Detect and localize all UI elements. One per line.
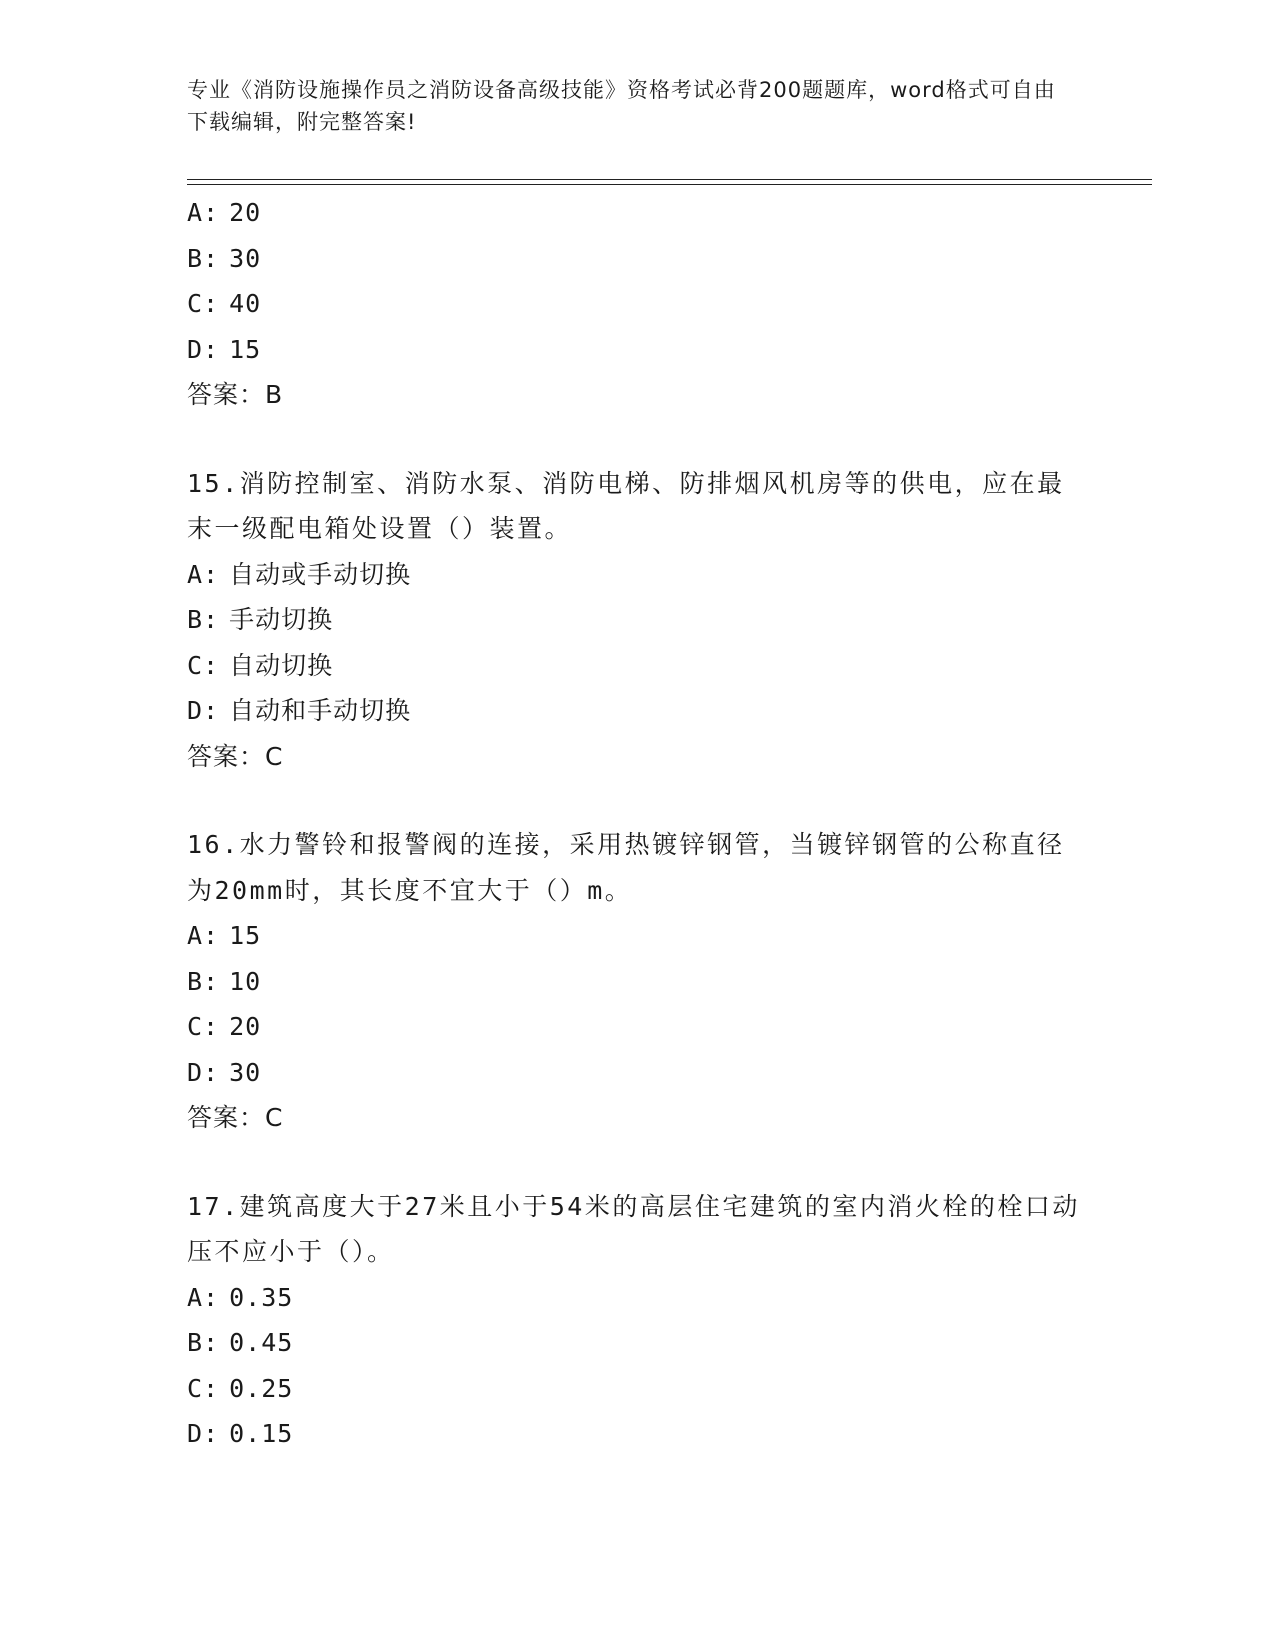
question-list — [187, 190, 1087, 1457]
question-stem: 17.建筑高度大于27米且小于54米的高层住宅建筑的室内消火栓的栓口动压不应小于（）。 — [187, 1191, 1080, 1266]
question-stem: 15.消防控制室、消防水泵、消防电梯、防排烟风机房等的供电，应在最末一级配电箱处设置（）装置。 — [187, 468, 1065, 543]
option-d: D: 0.15 — [187, 1419, 294, 1448]
option-d: D: 30 — [187, 1057, 262, 1087]
option-b: B: 10 — [187, 966, 262, 996]
option-c: C: 20 — [187, 1012, 262, 1041]
question-stem: 16.水力警铃和报警阀的连接，采用热镀锌钢管，当镀锌钢管的公称直径为20mm时，其长度不宜大于（）m。 — [187, 830, 1065, 905]
header-divider — [187, 179, 1152, 185]
answer-line: 答案：C — [187, 1103, 284, 1132]
option-d: D: 15 — [187, 334, 262, 364]
answer-line: 答案：C — [187, 741, 284, 771]
option-c: C: 自动切换 — [187, 650, 334, 680]
option-b: B: 0.45 — [187, 1328, 294, 1357]
answer-line: 答案：B — [187, 380, 284, 409]
option-c: C: 0.25 — [187, 1373, 294, 1403]
document-header: 专业《消防设施操作员之消防设备高级技能》资格考试必背200题题库，word格式可自由下载编辑，附完整答案! — [187, 78, 1056, 134]
option-d: D: 自动和手动切换 — [187, 696, 412, 725]
question-14 — [187, 190, 1087, 418]
option-c: C: 40 — [187, 289, 262, 318]
question-15 — [187, 461, 1087, 780]
option-b: B: 手动切换 — [187, 605, 334, 634]
option-a: A: 15 — [187, 921, 262, 950]
option-a: A: 自动或手动切换 — [187, 559, 412, 589]
question-17 — [187, 1184, 1087, 1457]
option-b: B: 30 — [187, 243, 262, 273]
option-a: A: 20 — [187, 198, 262, 227]
question-16 — [187, 822, 1087, 1141]
option-a: A: 0.35 — [187, 1282, 294, 1312]
